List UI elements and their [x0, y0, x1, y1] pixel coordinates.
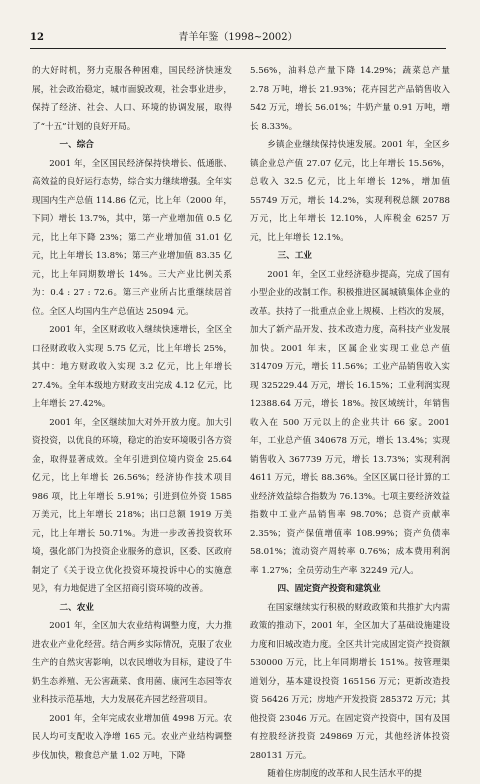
paragraph-continued: 5.56%，油料总产量下降 14.29%；蔬菜总产量 2.78 万吨，增长 21.93%；花卉园艺产品销售收入 542 万元，增长 56.01%；牛奶产量 0.91 万吨，增长 8.33%。	[250, 66, 450, 132]
left-column	[32, 62, 232, 765]
paragraph: 2001 年，全年完成农业增加值 4998 万元。农民人均可支配收入净增 165 元。农业产业结构调整步伐加快，粮食总产量 1.02 万吨，下降	[32, 713, 232, 761]
running-title: 青羊年鉴（1998~2002）	[178, 32, 298, 43]
paragraph: 2001 年，全区工业经济稳步提高，完成了国有小型企业的改制工作。积极推进区属城镇集体企业的改革。扶持了一批重点企业上规模、上档次的发展，加大了新产品开发、技术改造力度，高科技产业发展加快。2001 年末，区属企业实现工业总产值 314709 万元，增长 11.56%；工业产品销售收入实现 325229.44 万元，增长 16.15%；工业利润实现 12388.64 万元，增长 18%。按区域统计，年销售收入在 500 万元以上的企业共计 66 家。2001 年，工业总产值 340678 万元，增长 13.4%；实现销售收入 367739 万元，增长 13.73%；实现利润 4611 万元，增长 88.36%。全区区属口径计算的工业经济效益综合指数为 76.13%。七项主要经济效益指数中工业产品销售率 98.70%；总资产贡献率 2.35%；资产保值增值率 108.99%；资产负债率 58.01%；流动资产周转率 0.76%；成本费用利润率 1.27%；全员劳动生产率 32249 元/人。	[250, 269, 450, 576]
paragraph: 在国家继续实行积极的财政政策和共推扩大内需政策的推动下，2001 年，全区加大了基础设施建设力度和旧城改造力度。全区共计完成固定资产投资额 530000 万元，比上年同期增长 151%。按管理渠道划分，基本建设投资 165156 万元；更新改造投资 56426 万元；房地产开发投资 285372 万元；其他投资 23046 万元。在固定资产投资中，国有及国有控股经济投资 249869 万元，其他经济体投资 280131 万元。	[250, 602, 450, 761]
section-heading-investment: 四、固定资产投资和建筑业	[277, 584, 381, 594]
section-heading-industry: 三、工业	[277, 251, 312, 261]
section-heading-general: 一、综合	[59, 140, 94, 150]
paragraph: 2001 年，全区加大农业结构调整力度，大力推进农业产业化经营。结合两乡实际情况，克服了农业生产的自然灾害影响，以农民增收为目标，建设了牛奶生态养殖、无公害蔬菜、食用菌、康河生态园等农业科技示范基地，大力发展花卉园艺经营项目。	[32, 621, 232, 705]
paragraph: 2001 年，全区继续加大对外开放力度。加大引资投资，以优良的环境，稳定的治安环境吸引各方资金，取得显著成效。全年引进到位境内资金 25.64 亿元，比上年增长 26.56%；经济协作技术项目 986 项，比上年增长 5.91%；引进到位外资 1585 万美元，比上年增长 218%；出口总额 1919 万美元，比上年增长 50.71%。为进一步改善投资软环境，强化部门为投资企业服务的意识，区委、区政府制定了《关于设立优化投资环境投诉中心的实施意见》，有力地促进了全区招商引资环境的改善。	[32, 417, 232, 594]
intro-paragraph: 的大好时机，努力克服各种困难，国民经济快速发展，社会政治稳定，城市面貌改观，社会事业进步，保持了经济、社会、人口、环境的协调发展，取得了“十五”计划的良好开局。	[32, 66, 232, 132]
paragraph: 2001 年，全区财政收入继续快速增长，全区全口径财政收入实现 5.75 亿元，比上年增长 25%，其中：地方财政收入实现 3.2 亿元，比上年增长 27.4%。全年本级地方财政支出完成 4.12 亿元，比上年增长 27.42%。	[32, 325, 232, 409]
paragraph: 2001 年，全区国民经济保持快增长、低通胀、高效益的良好运行态势，综合实力继续增强。全年实现国内生产总值 114.86 亿元，比上年（2000 年，下同）增长 13.7%，其中，第一产业增加值 0.5 亿元，比上年下降 23%；第二产业增加值 31.01 亿元，比上年增长 13.8%；第三产业增加值 83.35 亿元，比上年同期数增长 14%。三大产业比例关系为：0.4 : 27 : 72.6。第三产业所占比重继续居首位。全区人均国内生产总值达 25094 元。	[32, 158, 232, 317]
right-column	[250, 62, 450, 784]
section-heading-agriculture: 二、农业	[59, 602, 94, 613]
page-header	[30, 30, 446, 49]
paragraph: 随着住房制度的改革和人民生活水平的提	[267, 769, 422, 779]
paragraph: 乡镇企业继续保持快速发展。2001 年，全区乡镇企业总产值 27.07 亿元，比上年增长 15.56%，总收入 32.5 亿元，比上年增长 12%，增加值 55749 万元，增长 14.2%，实现利税总额 20788 万元，比上年增长 12.10%，人库税金 6257 万元，比上年增长 12.1%。	[250, 140, 450, 243]
page-number: 12	[30, 32, 44, 43]
